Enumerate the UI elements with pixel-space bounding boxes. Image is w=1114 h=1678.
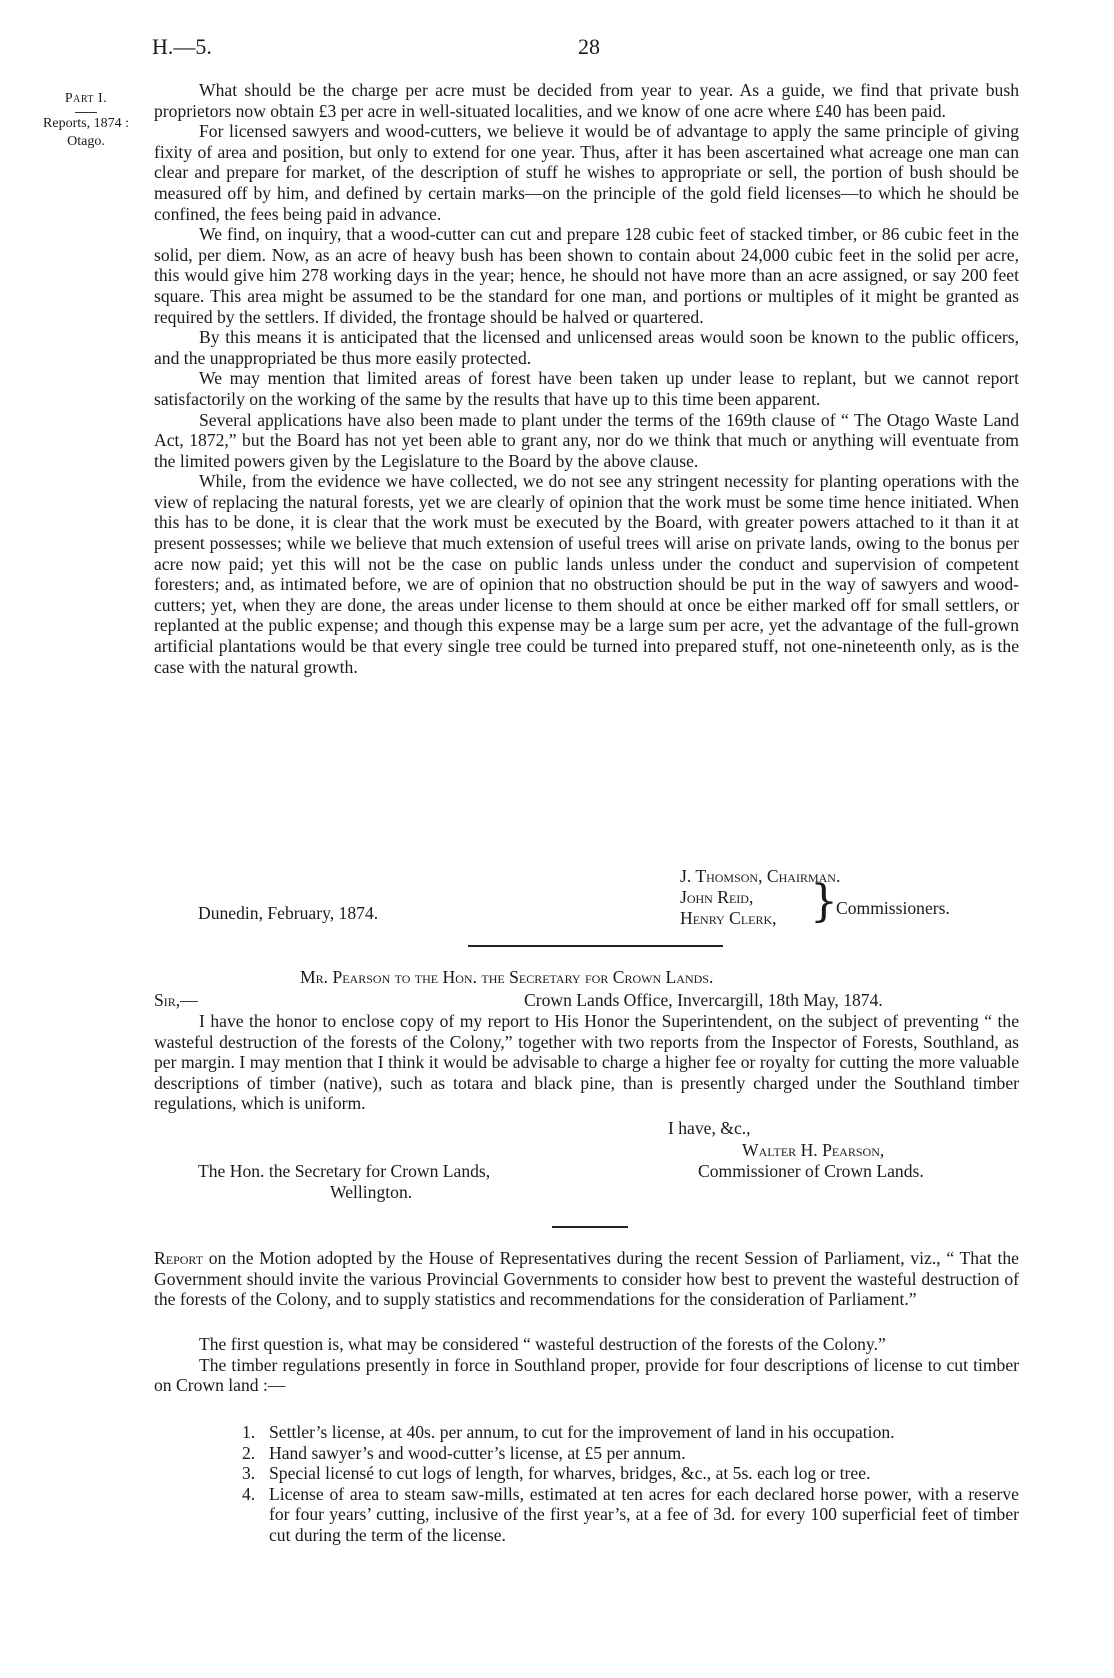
list-item — [242, 1463, 1019, 1484]
letter-addressee: The Hon. the Secretary for Crown Lands, — [198, 1161, 491, 1181]
margin-source: Reports, 1874 : — [43, 116, 129, 131]
paragraph: The first question is, what may be considered “ wasteful destruction of the forests of the Colony.” — [199, 1334, 886, 1354]
paragraph: The timber regulations presently in force in Southland proper, provide for four descriptions of license to cut timber on Crown land :— — [154, 1354, 1019, 1396]
paragraph: We may mention that limited areas of forest have been taken up under lease to replant, but we cannot report satisfactorily on the working of the same by the results that have up to this time been apparent. — [154, 368, 1019, 409]
letter-signer-title: Commissioner of Crown Lands. — [698, 1161, 924, 1181]
paragraph: By this means it is anticipated that the licensed and unlicensed areas would soon be known to the public officers, and the unappropriated be thus more easily protected. — [154, 327, 1019, 368]
report-body — [154, 1334, 1019, 1396]
report-title — [154, 1248, 1019, 1310]
margin-place: Otago. — [67, 134, 105, 149]
list-item — [242, 1484, 1019, 1546]
brace: } — [810, 876, 838, 927]
signature-reid: John Reid, — [680, 887, 754, 907]
list-item — [242, 1443, 1019, 1464]
list-number: 4. — [242, 1483, 256, 1504]
report-title-text: on the Motion adopted by the House of Representatives during the recent Session of Parliament, viz., “ That the Government should invite the various Provincial Governments to consider how best to prevent the wasteful destruction of the forests of the Colony, and to supply statistics and recommendations for the consideration of Parliament.” — [154, 1248, 1019, 1310]
signatures-role: Commissioners. — [836, 898, 950, 918]
letter-signer: Walter H. Pearson, — [742, 1140, 885, 1160]
paragraph: I have the honor to enclose copy of my report to His Honor the Superintendent, on the subject of preventing “ the wasteful destruction of the forests of the Colony,” together with two reports from the Inspector of Forests, Southland, as per margin. I may mention that I think it would be advisable to charge a higher fee or royalty for cutting the more valuable descriptions of timber (native), such as totara and black pine, than is presently charged under the Southland timber regulations, which is uniform. — [154, 1011, 1019, 1114]
page-number: 28 — [578, 34, 600, 59]
paragraph: We find, on inquiry, that a wood-cutter can cut and prepare 128 cubic feet of stacked timber, or 86 cubic feet in the solid, per diem. Now, as an acre of heavy bush has been shown to contain about 24,000 cubic feet in the solid per acre, this would give him 278 working days in the year; hence, he should not have more than an acre assigned, or say 200 feet square. This area might be assumed to be the standard for one man, and portions or multiples of it might be granted as required by the settlers. If divided, the frontage should be halved or quartered. — [154, 224, 1019, 327]
letter-addressee-place: Wellington. — [330, 1182, 413, 1202]
list-text: License of area to steam saw-mills, estimated at ten acres for each declared horse power, with a reserve for four years’ cutting, inclusive of the first year’s, at a fee of 3d. for every 100 superficial feet of timber cut during the term of the license. — [269, 1483, 1019, 1545]
report-title-lead: Report — [154, 1248, 204, 1268]
license-list — [242, 1422, 1019, 1546]
letter-address: Crown Lands Office, Invercargill, 18th May, 1874. — [524, 990, 883, 1010]
section-divider — [468, 945, 723, 947]
paragraph: For licensed sawyers and wood-cutters, we believe it would be of advantage to apply the same principle of giving fixity of area and position, but only to extend for one year. Thus, after it has been ascertained what acreage one man can clear and prepare for market, of the description of stuff he wishes to appropriate or sell, the portion of bush should be measured off by him, and defined by certain marks—on the principle of the gold field licenses—to which he should be confined, the fees being paid in advance. — [154, 121, 1019, 224]
paragraph: Several applications have also been made to plant under the terms of the 169th clause of “ The Otago Waste Land Act, 1872,” but the Board has not yet been able to grant any, nor do we think that much or anything will eventuate from the limited powers given by the Legislature to the Board by the above clause. — [154, 409, 1019, 471]
margin-dash — [75, 112, 97, 113]
list-item — [242, 1422, 1019, 1443]
place-date: Dunedin, February, 1874. — [198, 903, 379, 923]
paragraph: While, from the evidence we have collected, we do not see any stringent necessity for planting operations with the view of replacing the natural forests, yet we are clearly of opinion that the work must be some time hence initiated. When this has to be done, it is clear that the work must be executed by the Board, with greater powers attached to it than it at present possesses; while we believe that much extension of useful trees will arise on private lands, owing to the bonus per acre now paid; yet this will not be the case on public lands unless under the conduct and supervision of competent foresters; and, as intimated before, we are of opinion that no obstruction should be put in the way of sawyers and wood-cutters; yet, when they are done, the areas under license to them should at once be either marked off for small settlers, or replanted at the public expense; and though this expense may be a large sum per acre, yet the advantage of the full-grown artificial plantations would be that every single tree could be turned into prepared stuff, not one-nineteenth only, as is the case with the natural growth. — [154, 471, 1019, 677]
list-number: 2. — [242, 1442, 256, 1463]
margin-part: Part I. — [64, 91, 108, 106]
letter-heading: Mr. Pearson to the Hon. the Secretary for Crown Lands. — [300, 967, 714, 987]
letter-closing: I have, &c., — [668, 1118, 751, 1138]
list-text: Special licensé to cut logs of length, for wharves, bridges, &c., at 5s. each log or tree. — [269, 1463, 871, 1484]
short-divider — [552, 1226, 628, 1228]
document-reference: H.—5. — [152, 34, 212, 59]
list-text: Settler’s license, at 40s. per annum, to cut for the improvement of land in his occupation. — [269, 1422, 895, 1442]
list-text: Hand sawyer’s and wood-cutter’s license, at £5 per annum. — [269, 1442, 686, 1463]
signature-clerk: Henry Clerk, — [680, 908, 777, 928]
letter-body — [154, 1011, 1019, 1114]
chairman-signature: J. Thomson, Chairman. — [680, 866, 841, 886]
letter-salutation: Sir,— — [154, 990, 198, 1010]
list-number: 3. — [242, 1463, 256, 1484]
list-number: 1. — [242, 1422, 256, 1442]
margin-note — [30, 90, 142, 151]
otago-report-body — [154, 80, 1019, 677]
paragraph: What should be the charge per acre must be decided from year to year. As a guide, we find that private bush proprietors now obtain £3 per acre in well-situated localities, and we know of one acre where £40 has been paid. — [154, 80, 1019, 121]
